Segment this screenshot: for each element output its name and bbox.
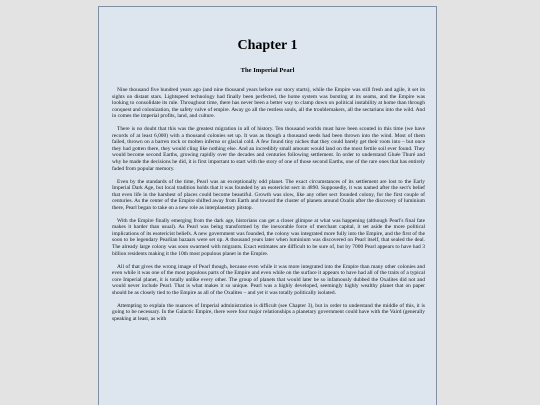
section-title: The Imperial Pearl (240, 67, 295, 74)
document-body (99, 87, 436, 322)
paragraph: Even by the standards of the time, Pearl was an exceptionally odd planet. The exact circumstances of its settlement are lost to the Early Imperial Dark Age, but local tradition holds that it was founded by an esotericist sect in 4890. Supposedly, it was named after the sect's belief that even life in the harshest of places could become beautiful. Growth was slow, like any other sect founded colony, for the first couple of centuries. As the center of the Empire shifted away from Earth and toward the cluster of planets around Oxalis after the discovery of luminium there, Pearl began to take on a new role as interplanetary pitstop. (112, 178, 425, 211)
paragraph: All of that gives the wrong image of Pearl though, because even while it was more integrated into the Empire than many other colonies and even while it was one of the most populous parts of the Empire and even while on the surface it appears to have had all of the traits of a typical core Imperial planet, it is totally unlike every other. The group of planets that would later be so infamously dubbed the Oxalites did not and would never include Pearl. That is what makes it so unique. Pearl was a highly developed, seemingly highly wealthy planet that on paper should be as closely tied to the Empire as all of the Oxalites – and yet it was totally politically isolated. (112, 263, 425, 296)
document-page (98, 6, 437, 405)
paragraph: There is no doubt that this was the greatest migration in all of history. Ten thousand worlds must have been scouted in this time (we have records of at least 6,000) with a thousand colonies set up. It was as though a thousand seeds had been thrown into the wind. Most of them failed, thrown on a barren rock or molten inferno or glacial cold. A few found tiny niches that they could barely get their roots into – but once they had gotten there, they would cling like nothing else. And an incredibly small amount would land on the most fertile soil ever found. They would become second Earths, growing rapidly over the decades and centuries following settlement. In order to understand Gluée Thuré and why he made the decisions he did, it is first important to start with the story of one of those second Earths, one of the rare ones that has entirely faded from popular memory. (112, 126, 425, 172)
paragraph: Nine thousand five hundred years ago (and nine thousand years before our story starts), while the Empire was still fresh and agile, it set its sights on distant stars. Lightspeed technology had finally been perfected, the home system was bursting at its seams, and the Empire was looking to consolidate its rule. Throughout time, there has never been a better way to clamp down on political instability at home than through conquest and colonization, the safety valve of empire. Away go all the restless souls, all the troublemakers, all the sectarians into the wild. And in comes the imperial profits, land, and culture. (112, 87, 425, 120)
paragraph: Attempting to explain the nuances of Imperial administration is difficult (see Chapter 3), but in order to understand the middle of this, it is going to be necessary. In the Galactic Empire, there were four major relationships a planetary government could have with the Vaird (generally speaking at least, as with (112, 302, 425, 322)
paragraph: With the Empire finally emerging from the dark age, historians can get a closer glimpse at what was happening (although Pearl's final fate makes it harder than usual). As Pearl was being transformed by the inexorable force of merchant capital, it set aside the more political implications of its esotericist beliefs. A new government was founded, the colony was integrated more fully into the Empire, and the first of the soon to be legendary Pearlian bazaars were set up. A thousand years later when luminium was discovered on Pearl itself, that sealed the deal. The already large colony was soon swarmed with migrants. Exact estimates are difficult to be sure of, but by 7000 Pearl appears to have had 3 billion residents making it the 10th most populous planet in the Empire. (112, 217, 425, 257)
chapter-title: Chapter 1 (237, 38, 298, 53)
